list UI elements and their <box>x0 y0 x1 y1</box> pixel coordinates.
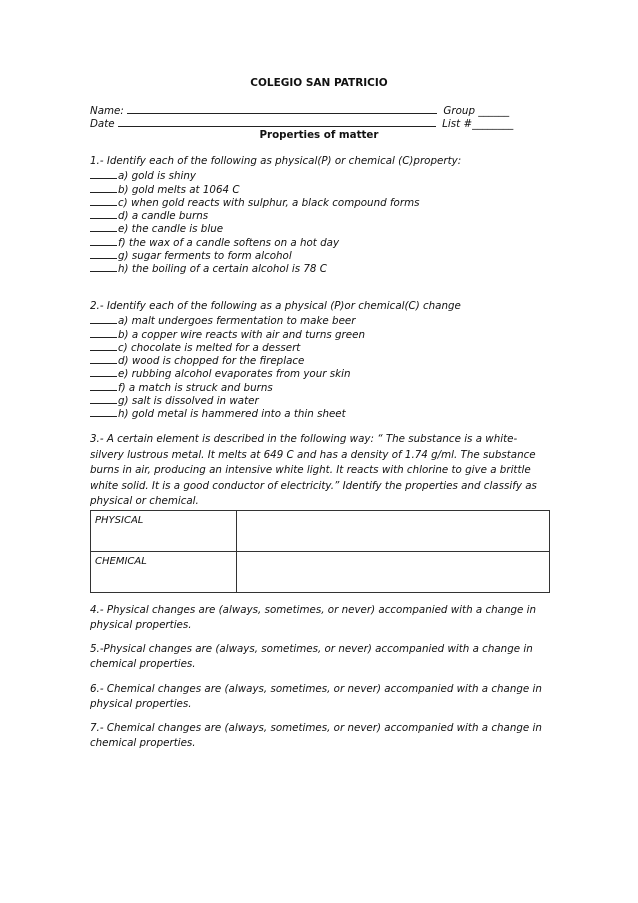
table-row <box>91 511 550 552</box>
answer-blank[interactable] <box>90 168 117 179</box>
list-item: b) gold melts at 1064 C <box>90 182 550 195</box>
list-label: List #________ <box>442 118 514 130</box>
answer-blank[interactable] <box>90 380 117 391</box>
table-row <box>91 552 550 593</box>
list-item: a) malt undergoes fermentation to make beer <box>90 313 550 326</box>
question-6-text: 6.- Chemical changes are (always, sometimes, or never) accompanied with a change in physical properties. <box>90 683 542 710</box>
list-item: e) rubbing alcohol evaporates from your skin <box>90 366 550 379</box>
name-blank[interactable] <box>127 103 437 114</box>
date-blank[interactable] <box>118 116 436 127</box>
chemical-answer-cell[interactable] <box>237 552 550 593</box>
list-item: f) a match is struck and burns <box>90 380 550 393</box>
answer-blank[interactable] <box>90 261 117 272</box>
question-1 <box>90 155 550 275</box>
answer-blank[interactable] <box>90 393 117 404</box>
question-2-prompt: 2.- Identify each of the following as a physical (P)or chemical(C) change <box>90 300 461 312</box>
group-label: Group ______ <box>443 105 510 117</box>
date-row <box>90 116 560 130</box>
question-1-prompt: 1.- Identify each of the following as physical(P) or chemical (C)property: <box>90 155 462 167</box>
list-item: f) the wax of a candle softens on a hot day <box>90 235 550 248</box>
question-3-text: 3.- A certain element is described in the following way: “ The substance is a white-silvery lustrous metal. It melts at 649 C and has a density of 1.74 g/ml. The substance burns in air, producing an intensive white light. It reacts with chlorine to give a brittle white solid. It is a good conductor of electricity.” Identify the properties and classify as physical or chemical. <box>90 433 537 507</box>
answer-blank[interactable] <box>90 248 117 259</box>
answer-blank[interactable] <box>90 208 117 219</box>
list-item: d) a candle burns <box>90 208 550 221</box>
date-label: Date <box>90 118 118 130</box>
answer-blank[interactable] <box>90 353 117 364</box>
list-item: a) gold is shiny <box>90 168 550 181</box>
school-name: COLEGIO SAN PATRICIO <box>250 77 388 89</box>
question-2 <box>90 300 550 420</box>
answer-blank[interactable] <box>90 221 117 232</box>
answer-blank[interactable] <box>90 366 117 377</box>
list-item: h) gold metal is hammered into a thin sheet <box>90 406 550 419</box>
answer-blank[interactable] <box>90 195 117 206</box>
name-row <box>90 103 550 117</box>
list-item: g) salt is dissolved in water <box>90 393 550 406</box>
list-item: e) the candle is blue <box>90 221 550 234</box>
worksheet-title: Properties of matter <box>259 129 379 141</box>
list-item: g) sugar ferments to form alcohol <box>90 248 550 261</box>
answer-blank[interactable] <box>90 340 117 351</box>
answer-blank[interactable] <box>90 406 117 417</box>
answer-blank[interactable] <box>90 313 117 324</box>
chemical-label: CHEMICAL <box>91 552 237 593</box>
list-item: b) a copper wire reacts with air and turns green <box>90 327 550 340</box>
list-item: d) wood is chopped for the fireplace <box>90 353 550 366</box>
question-5-text: 5.-Physical changes are (always, sometimes, or never) accompanied with a change in chemical properties. <box>90 643 533 670</box>
list-item: c) chocolate is melted for a dessert <box>90 340 550 353</box>
physical-label: PHYSICAL <box>91 511 237 552</box>
answer-blank[interactable] <box>90 182 117 193</box>
list-item: h) the boiling of a certain alcohol is 78 C <box>90 261 550 274</box>
answer-blank[interactable] <box>90 327 117 338</box>
list-item: c) when gold reacts with sulphur, a black compound forms <box>90 195 550 208</box>
answer-blank[interactable] <box>90 235 117 246</box>
question-4-text: 4.- Physical changes are (always, sometimes, or never) accompanied with a change in physical properties. <box>90 604 536 631</box>
properties-table <box>90 510 550 593</box>
question-7-text: 7.- Chemical changes are (always, sometimes, or never) accompanied with a change in chemical properties. <box>90 722 542 749</box>
physical-answer-cell[interactable] <box>237 511 550 552</box>
name-label: Name: <box>90 105 128 117</box>
